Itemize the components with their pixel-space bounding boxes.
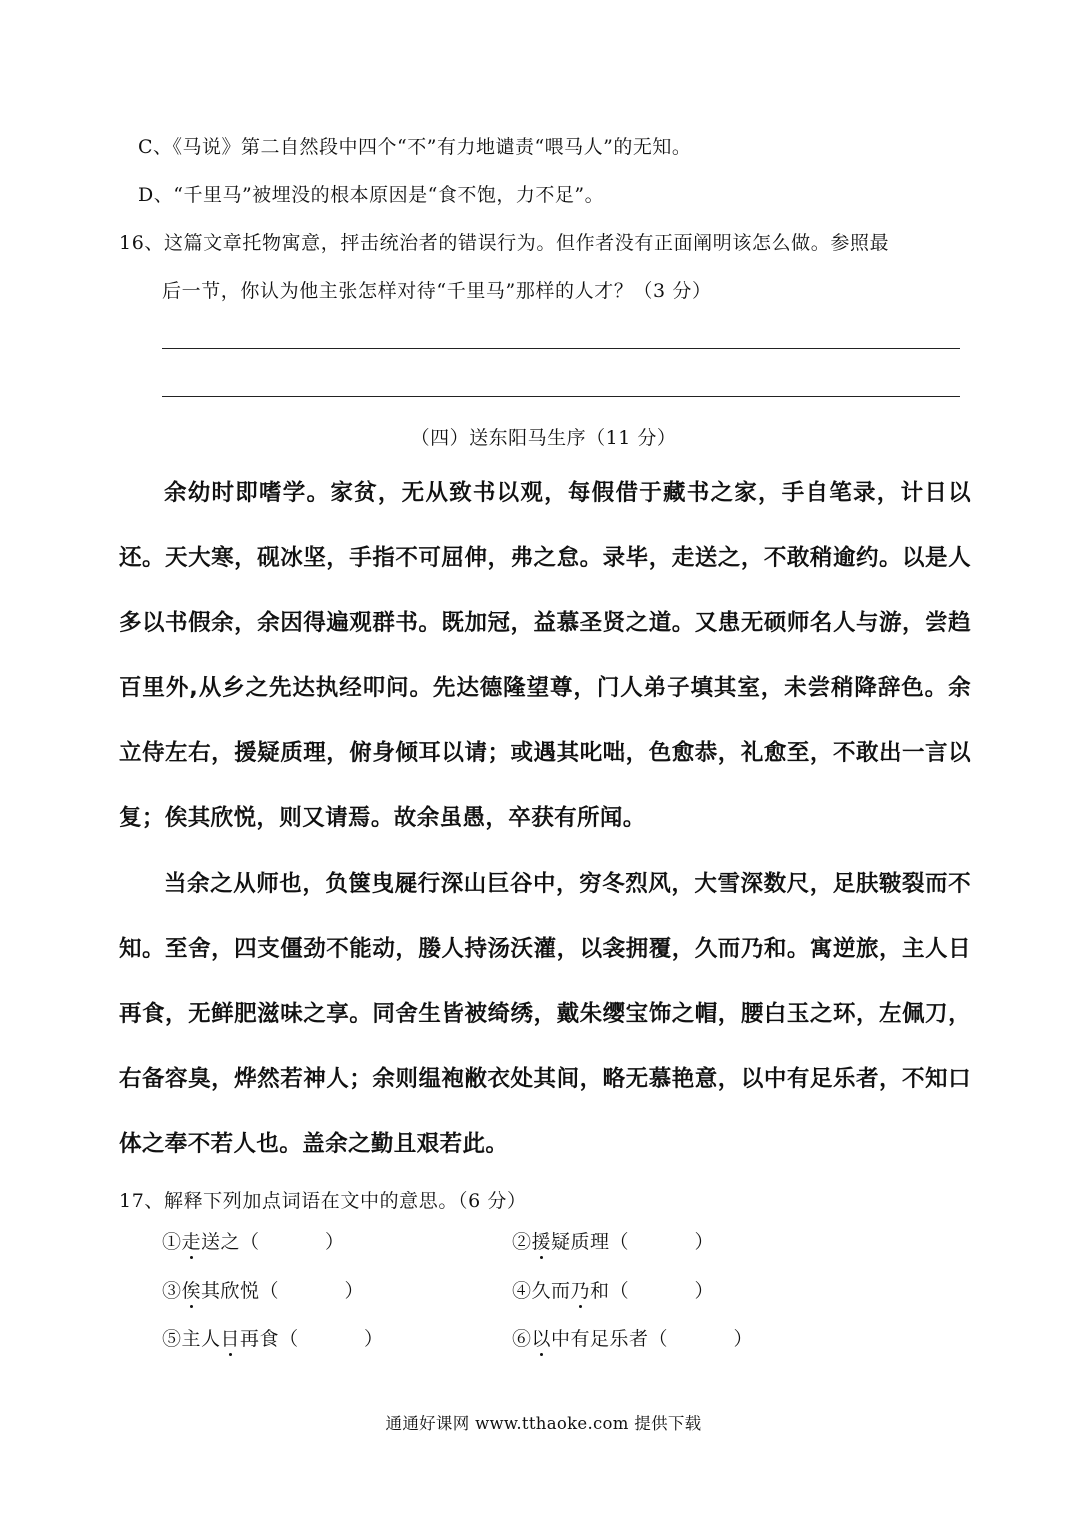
answer-blank[interactable]: （ ） bbox=[240, 1231, 345, 1253]
q16-prompt-line1: 16、这篇文章托物寓意，抨击统治者的错误行为。但作者没有正面阐明该怎么做。参照最 bbox=[119, 232, 890, 254]
q16-answer-line-2[interactable] bbox=[162, 396, 960, 397]
q17-item-1 bbox=[162, 1227, 344, 1254]
q15-option-c: C、《马说》第二自然段中四个“不”有力地谴责“喂马人”的无知。 bbox=[138, 136, 692, 158]
answer-blank[interactable]: （ ） bbox=[609, 1231, 714, 1253]
q15-option-d: D、“千里马”被埋没的根本原因是“食不饱，力不足”。 bbox=[138, 184, 605, 206]
section-title: （四）送东阳马生序（11 分） bbox=[410, 427, 677, 449]
item-text-post: 疑质理 bbox=[551, 1231, 610, 1253]
q17-item-3 bbox=[162, 1276, 364, 1303]
item-number: ① bbox=[162, 1231, 182, 1253]
dotted-character: 俟 bbox=[181, 1280, 202, 1302]
answer-blank[interactable]: （ ） bbox=[259, 1280, 364, 1302]
q17-item-5 bbox=[162, 1324, 383, 1351]
answer-blank[interactable]: （ ） bbox=[609, 1280, 714, 1302]
item-text-post: 再食 bbox=[240, 1328, 280, 1350]
answer-blank[interactable]: （ ） bbox=[279, 1328, 384, 1350]
q16-prompt-line2: 后一节，你认为他主张怎样对待“千里马”那样的人才？（3 分） bbox=[162, 280, 712, 302]
item-number: ⑤ bbox=[162, 1328, 182, 1350]
q17-item-6 bbox=[512, 1324, 753, 1351]
item-number: ② bbox=[512, 1231, 532, 1253]
dotted-character: 走 bbox=[181, 1231, 202, 1253]
q17-prompt: 17、解释下列加点词语在文中的意思。（6 分） bbox=[119, 1190, 527, 1212]
item-text-pre: 主人 bbox=[181, 1328, 221, 1350]
passage-paragraph-1: 余幼时即嗜学。家贫，无从致书以观，每假借于藏书之家，手自笔录，计日以还。天大寒，砚冰坚，手指不可屈伸，弗之怠。录毕，走送之，不敢稍逾约。以是人多以书假余，余因得遍观群书。既加冠，益慕圣贤之道。又患无硕师名人与游，尝趋百里外,从乡之先达执经叩问。先达德隆望尊，门人弟子填其室，未尝稍降辞色。余立侍左右，援疑质理，俯身倾耳以请；或遇其叱咄，色愈恭，礼愈至，不敢出一言以复；俟其欣悦，则又请焉。故余虽愚，卒获有所闻。 bbox=[119, 480, 971, 831]
q16-answer-line-1[interactable] bbox=[162, 348, 960, 349]
item-text-post: 和 bbox=[590, 1280, 610, 1302]
item-text-pre: 久而 bbox=[531, 1280, 571, 1302]
q17-item-4 bbox=[512, 1276, 714, 1303]
page-footer: 通通好课网 www.tthaoke.com 提供下载 bbox=[385, 1414, 702, 1433]
passage-paragraph-2: 当余之从师也，负箧曳屣行深山巨谷中，穷冬烈风，大雪深数尺，足肤皲裂而不知。至舍，四支僵劲不能动，媵人持汤沃灌，以衾拥覆，久而乃和。寓逆旅，主人日再食，无鲜肥滋味之享。同舍生皆被绮绣，戴朱缨宝饰之帽，腰白玉之环，左佩刀，右备容臭，烨然若神人；余则缊袍敝衣处其间，略无慕艳意，以中有足乐者，不知口体之奉不若人也。盖余之勤且艰若此。 bbox=[119, 871, 971, 1157]
item-text-post: 送之 bbox=[201, 1231, 241, 1253]
dotted-character: 援 bbox=[531, 1231, 552, 1253]
answer-blank[interactable]: （ ） bbox=[648, 1328, 753, 1350]
item-text-post: 中有足乐者 bbox=[551, 1328, 649, 1350]
item-number: ⑥ bbox=[512, 1328, 532, 1350]
item-number: ③ bbox=[162, 1280, 182, 1302]
dotted-character: 以 bbox=[531, 1328, 552, 1350]
item-text-post: 其欣悦 bbox=[201, 1280, 260, 1302]
dotted-character: 乃 bbox=[570, 1280, 591, 1302]
dotted-character: 日 bbox=[220, 1328, 241, 1350]
item-number: ④ bbox=[512, 1280, 532, 1302]
q17-item-2 bbox=[512, 1227, 714, 1254]
